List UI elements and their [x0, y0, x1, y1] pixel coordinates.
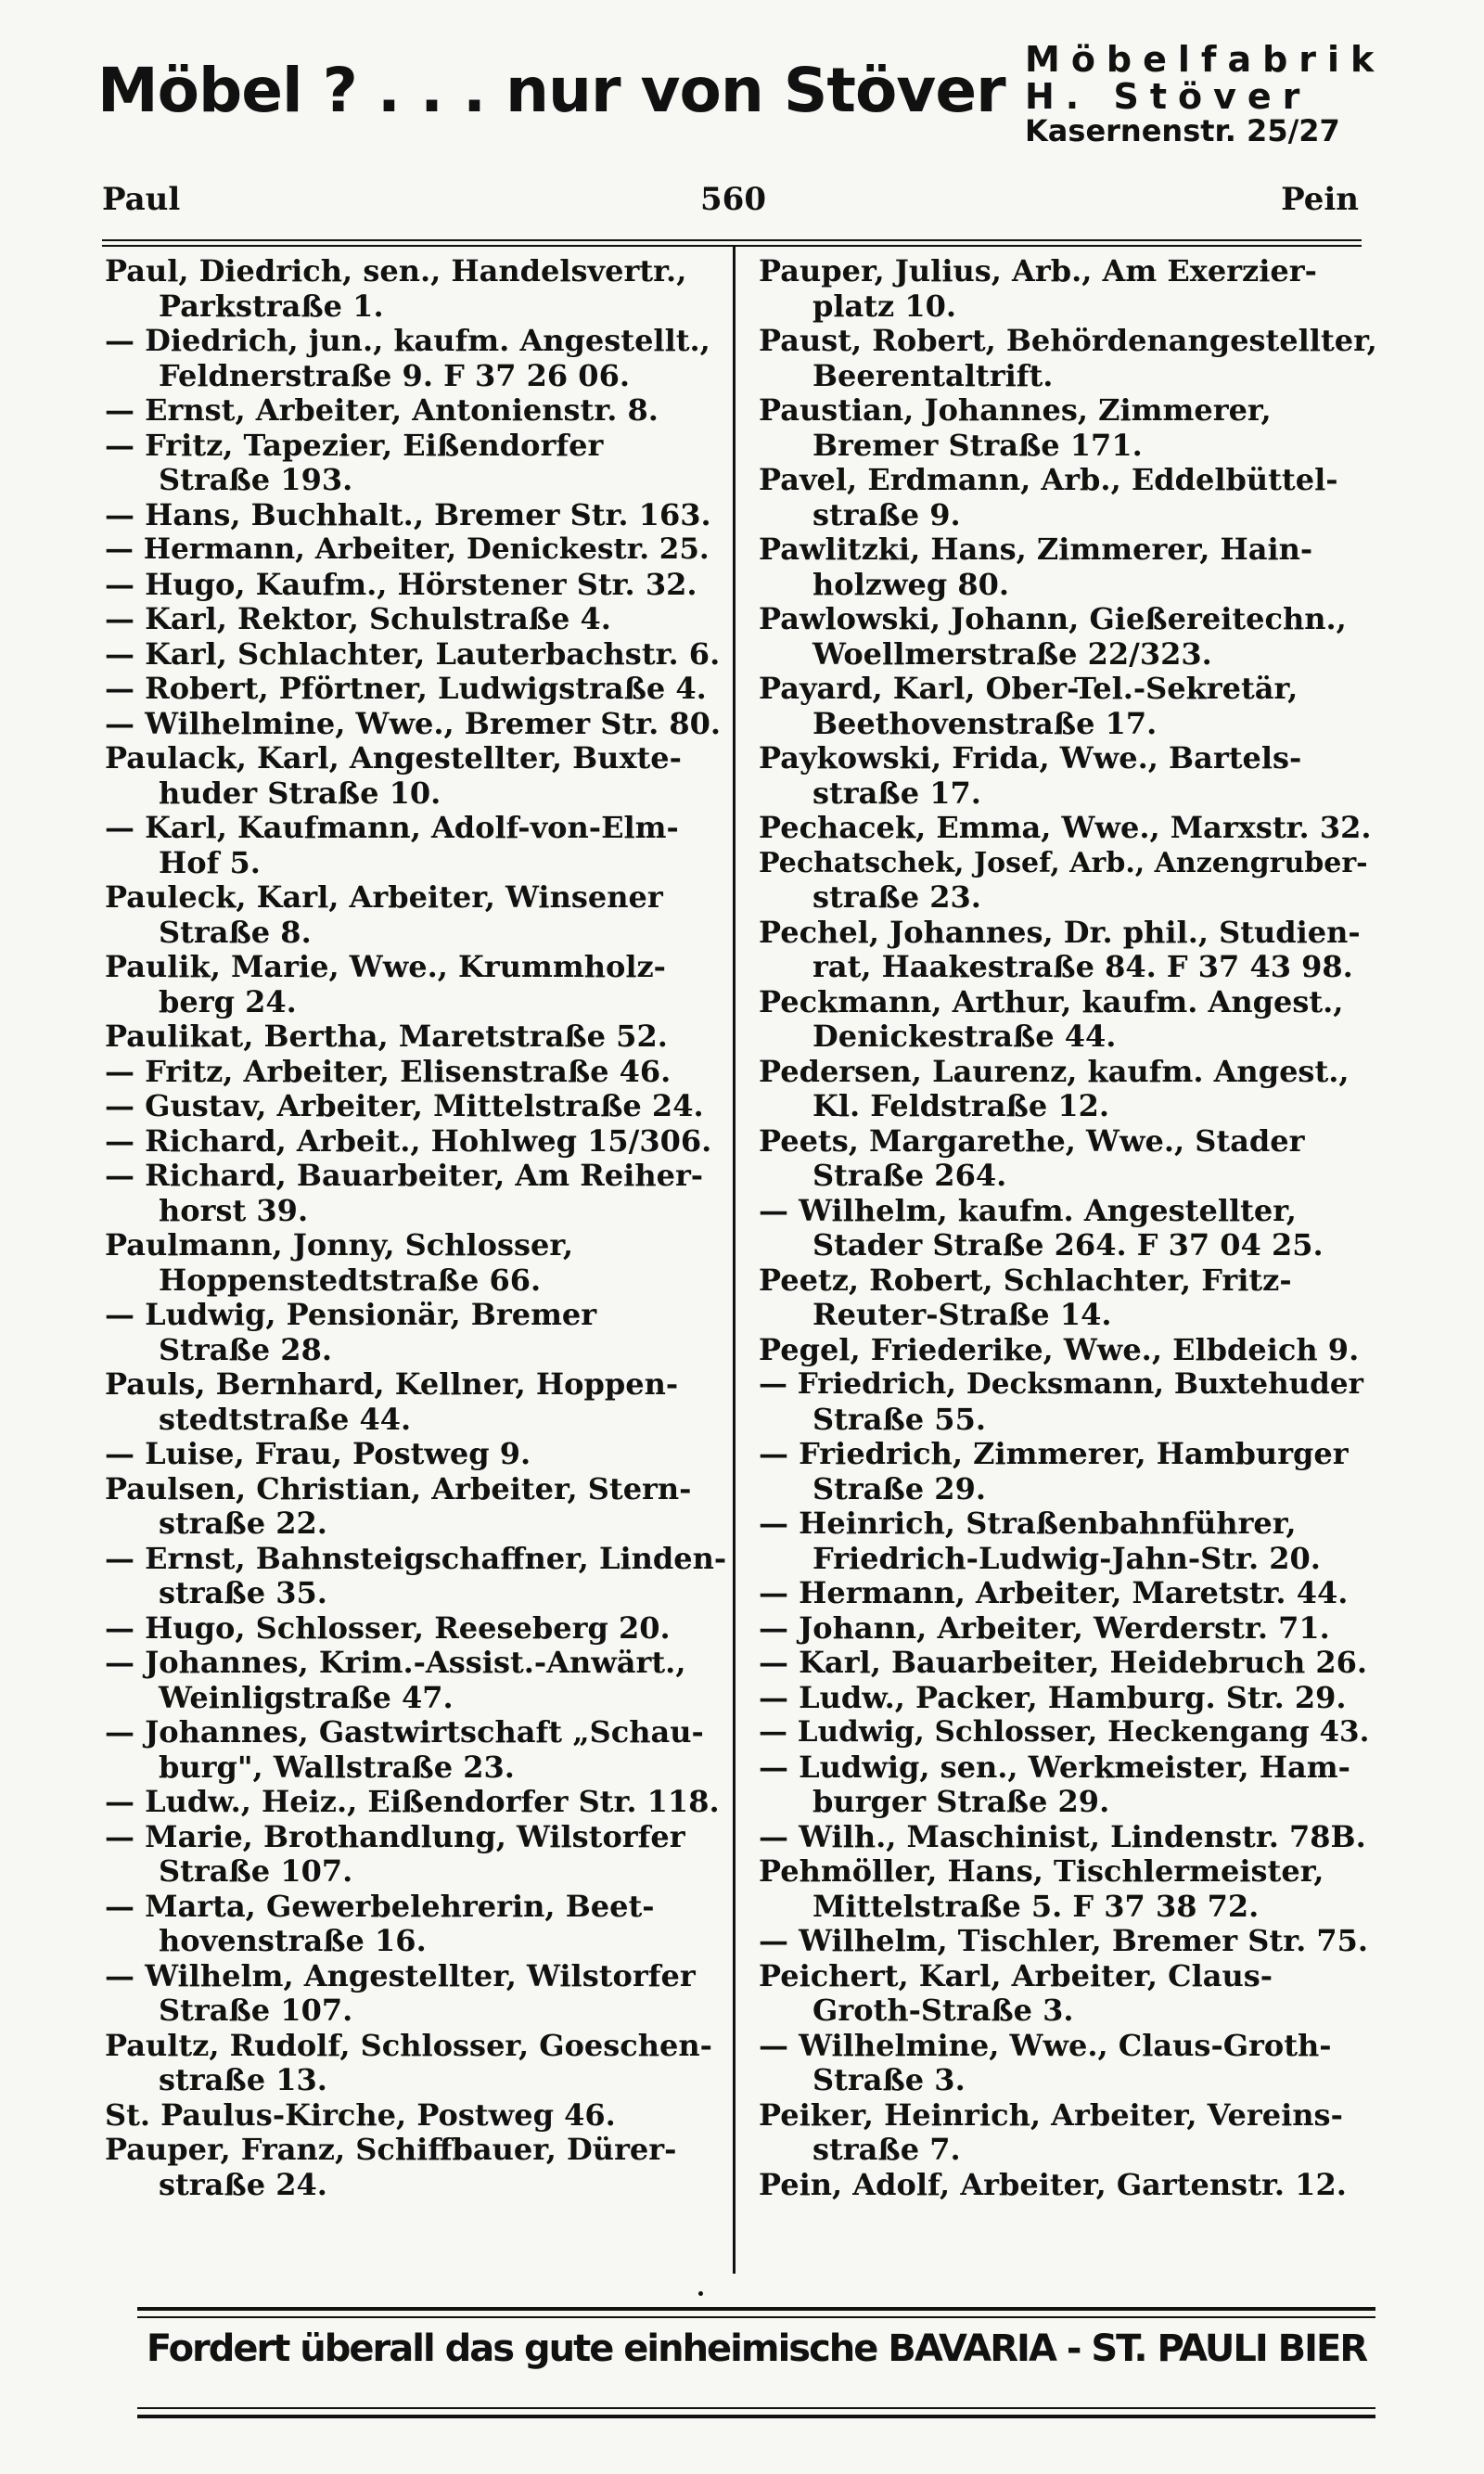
entry-line: — Karl, Kaufmann, Adolf-von-Elm- — [105, 811, 679, 845]
entry-line: — Marie, Brothandlung, Wilstorfer — [105, 1819, 685, 1854]
bottom-advertisement — [137, 2307, 1375, 2418]
entry-continuation-line: Reuter-Straße 14. — [812, 1298, 1112, 1332]
entry-continuation-line: horst 39. — [159, 1193, 309, 1228]
left-column — [105, 254, 728, 2202]
entry-line: — Hugo, Kaufm., Hörstener Str. 32. — [105, 567, 697, 602]
entry-line: Peiker, Heinrich, Arbeiter, Vereins- — [759, 2097, 1343, 2133]
entry-continuation-line: Hoppenstedtstraße 66. — [159, 1263, 542, 1298]
entry-line: Paulmann, Jonny, Schlosser, — [105, 1228, 574, 1263]
entry-line: Pawlitzki, Hans, Zimmerer, Hain- — [759, 532, 1313, 567]
entry-line: — Wilh., Maschinist, Lindenstr. 78B. — [759, 1819, 1366, 1854]
entry-line: — Karl, Rektor, Schulstraße 4. — [105, 602, 611, 636]
entry-continuation-line: rat, Haakestraße 84. F 37 43 98. — [812, 950, 1353, 984]
entry-continuation-line: Feldnerstraße 9. F 37 26 06. — [159, 358, 630, 393]
entry-continuation-line: straße 24. — [159, 2167, 327, 2202]
entry-line: — Friedrich, Decksmann, Buxtehuder — [759, 1367, 1363, 1401]
entry-continuation-line: straße 22. — [159, 1506, 327, 1541]
entry-line: Peetz, Robert, Schlachter, Fritz- — [759, 1263, 1292, 1298]
entry-line: Peichert, Karl, Arbeiter, Claus- — [759, 1958, 1273, 1993]
entry-line: — Johannes, Krim.-Assist.-Anwärt., — [105, 1646, 686, 1680]
ad-company-line: Möbelfabrik — [1025, 39, 1386, 80]
entry-continuation-line: Straße 29. — [812, 1471, 986, 1506]
entry-line: Pechacek, Emma, Wwe., Marxstr. 32. — [759, 811, 1372, 845]
entry-line: — Friedrich, Zimmerer, Hamburger — [759, 1437, 1349, 1471]
entry-continuation-line: hovenstraße 16. — [159, 1924, 427, 1958]
entry-line: Peckmann, Arthur, kaufm. Angest., — [759, 984, 1344, 1019]
entry-line: — Ludwig, Schlosser, Heckengang 43. — [759, 1715, 1370, 1749]
entry-continuation-line: Straße 8. — [159, 915, 312, 950]
entry-continuation-line: Straße 3. — [812, 2063, 966, 2097]
running-head-left: Paul — [102, 181, 181, 218]
entry-continuation-line: Friedrich-Ludwig-Jahn-Str. 20. — [812, 1541, 1321, 1576]
entry-line: Payard, Karl, Ober-Tel.-Sekretär, — [759, 672, 1298, 706]
entry-line: — Wilhelmine, Wwe., Claus-Groth- — [759, 2028, 1332, 2063]
entry-line: — Wilhelm, Tischler, Bremer Str. 75. — [759, 1924, 1369, 1958]
entry-continuation-line: Denickestraße 44. — [812, 1019, 1117, 1054]
entry-continuation-line: Hof 5. — [159, 845, 261, 880]
ad-company-line: H. Stöver — [1025, 75, 1311, 117]
entry-line: — Fritz, Arbeiter, Elisenstraße 46. — [105, 1054, 672, 1089]
entry-continuation-line: burger Straße 29. — [812, 1785, 1110, 1819]
entry-continuation-line: Straße 55. — [812, 1402, 986, 1437]
entry-line: — Wilhelmine, Wwe., Bremer Str. 80. — [105, 706, 722, 741]
entry-continuation-line: Mittelstraße 5. F 37 38 72. — [812, 1889, 1260, 1924]
header-rule — [102, 239, 1362, 247]
entry-line: — Ernst, Bahnsteigschaffner, Linden- — [105, 1541, 727, 1576]
entry-continuation-line: berg 24. — [159, 984, 297, 1019]
ad-company-block — [1025, 39, 1396, 148]
entry-continuation-line: straße 7. — [812, 2133, 961, 2167]
entry-line: Pechel, Johannes, Dr. phil., Studien- — [759, 915, 1361, 950]
entry-continuation-line: Straße 107. — [159, 1854, 353, 1889]
entry-line: Pauleck, Karl, Arbeiter, Winsener — [105, 880, 663, 915]
top-advertisement — [97, 39, 1387, 181]
entry-line: Pegel, Friederike, Wwe., Elbdeich 9. — [759, 1332, 1360, 1367]
entry-continuation-line: straße 13. — [159, 2063, 327, 2097]
entry-line: Paulsen, Christian, Arbeiter, Stern- — [105, 1471, 692, 1506]
entry-line: — Gustav, Arbeiter, Mittelstraße 24. — [105, 1089, 704, 1123]
entry-line: — Richard, Arbeit., Hohlweg 15/306. — [105, 1123, 712, 1159]
entry-continuation-line: stedtstraße 44. — [159, 1402, 412, 1437]
entry-continuation-line: Straße 193. — [159, 463, 353, 497]
ad-bottom-text: Fordert überall das gute einheimische BAVARIA - ST. PAULI BIER — [146, 2327, 1367, 2370]
running-head-right: Pein — [1281, 181, 1359, 218]
entry-line: — Hermann, Arbeiter, Maretstr. 44. — [759, 1576, 1349, 1610]
entry-line: Paulik, Marie, Wwe., Krummholz- — [105, 950, 666, 984]
entry-line: — Fritz, Tapezier, Eißendorfer — [105, 428, 604, 463]
entry-line: — Karl, Schlachter, Lauterbachstr. 6. — [105, 636, 721, 672]
entry-line: Paulikat, Bertha, Maretstraße 52. — [105, 1019, 668, 1054]
entry-line: Pein, Adolf, Arbeiter, Gartenstr. 12. — [759, 2167, 1347, 2202]
entry-continuation-line: Straße 107. — [159, 1993, 353, 2028]
column-divider — [733, 247, 736, 2274]
entry-line: Paust, Robert, Behördenangestellter, — [759, 324, 1377, 358]
entry-line: — Ludw., Heiz., Eißendorfer Str. 118. — [105, 1785, 720, 1819]
entry-continuation-line: Parkstraße 1. — [159, 288, 384, 324]
entry-line: — Diedrich, jun., kaufm. Angestellt., — [105, 324, 710, 358]
entry-continuation-line: straße 17. — [812, 776, 981, 811]
entry-line: — Johann, Arbeiter, Werderstr. 71. — [759, 1610, 1330, 1646]
entry-line: — Hermann, Arbeiter, Denickestr. 25. — [105, 532, 710, 566]
entry-continuation-line: huder Straße 10. — [159, 776, 441, 811]
entry-line: — Luise, Frau, Postweg 9. — [105, 1437, 531, 1471]
entry-continuation-line: Weinligstraße 47. — [159, 1680, 454, 1715]
entry-continuation-line: Kl. Feldstraße 12. — [812, 1089, 1109, 1123]
entry-line: Pavel, Erdmann, Arb., Eddelbüttel- — [759, 463, 1338, 497]
entry-continuation-line: Groth-Straße 3. — [812, 1993, 1074, 2028]
entry-line: — Wilhelm, kaufm. Angestellter, — [759, 1193, 1297, 1228]
entry-line: Paykowski, Frida, Wwe., Bartels- — [759, 741, 1302, 776]
entry-line: — Ludw., Packer, Hamburg. Str. 29. — [759, 1680, 1347, 1715]
entry-line: Pechatschek, Josef, Arb., Anzengruber- — [759, 846, 1368, 879]
entry-continuation-line: straße 23. — [812, 880, 981, 915]
entry-continuation-line: Woellmerstraße 22/323. — [812, 636, 1212, 672]
entry-continuation-line: Straße 264. — [812, 1159, 1007, 1193]
entry-continuation-line: holzweg 80. — [812, 567, 1010, 602]
entry-line: — Karl, Bauarbeiter, Heidebruch 26. — [759, 1646, 1368, 1680]
entry-continuation-line: burg", Wallstraße 23. — [159, 1750, 515, 1785]
entry-line: Pehmöller, Hans, Tischlermeister, — [759, 1854, 1324, 1889]
entry-line: Paustian, Johannes, Zimmerer, — [759, 393, 1272, 428]
entry-line: Pedersen, Laurenz, kaufm. Angest., — [759, 1054, 1350, 1089]
entry-line: — Wilhelm, Angestellter, Wilstorfer — [105, 1958, 696, 1993]
entry-line: Pawlowski, Johann, Gießereitechn., — [759, 602, 1347, 636]
entry-line: — Ludwig, Pensionär, Bremer — [105, 1298, 597, 1332]
entry-line: Pauper, Franz, Schiffbauer, Dürer- — [105, 2133, 677, 2167]
ad-company-line: Kasernenstr. 25/27 — [1025, 112, 1340, 148]
entry-line: — Hugo, Schlosser, Reeseberg 20. — [105, 1610, 671, 1646]
entry-line: Paultz, Rudolf, Schlosser, Goeschen- — [105, 2028, 712, 2063]
running-head — [102, 181, 1359, 227]
entry-continuation-line: straße 35. — [159, 1576, 327, 1610]
entry-continuation-line: Stader Straße 264. F 37 04 25. — [812, 1228, 1324, 1263]
entry-continuation-line: Straße 28. — [159, 1332, 332, 1367]
entry-continuation-line: platz 10. — [812, 288, 957, 324]
entry-line: Peets, Margarethe, Wwe., Stader — [759, 1123, 1305, 1159]
entry-continuation-line: Bremer Straße 171. — [812, 428, 1143, 463]
entry-line: St. Paulus-Kirche, Postweg 46. — [105, 2097, 616, 2133]
entry-line: Pauls, Bernhard, Kellner, Hoppen- — [105, 1367, 679, 1402]
page-number: 560 — [700, 181, 766, 218]
right-column — [759, 254, 1382, 2202]
entry-line: — Ludwig, sen., Werkmeister, Ham- — [759, 1750, 1350, 1785]
entry-continuation-line: straße 9. — [812, 497, 961, 532]
entry-line: — Robert, Pförtner, Ludwigstraße 4. — [105, 672, 707, 706]
entry-line: — Marta, Gewerbelehrerin, Beet- — [105, 1889, 655, 1924]
entry-line: Paulack, Karl, Angestellter, Buxte- — [105, 741, 682, 776]
entry-line: — Hans, Buchhalt., Bremer Str. 163. — [105, 497, 711, 532]
entry-line: — Heinrich, Straßenbahnführer, — [759, 1506, 1297, 1541]
ink-dot — [698, 2291, 703, 2296]
entry-continuation-line: Beerentaltrift. — [812, 358, 1054, 393]
entry-line: Pauper, Julius, Arb., Am Exerzier- — [759, 254, 1317, 288]
entry-continuation-line: Beethovenstraße 17. — [812, 706, 1158, 741]
entry-line: — Johannes, Gastwirtschaft „Schau- — [105, 1715, 704, 1750]
entry-line: Paul, Diedrich, sen., Handelsvertr., — [105, 254, 687, 288]
entry-line: — Richard, Bauarbeiter, Am Reiher- — [105, 1159, 704, 1193]
entry-line: — Ernst, Arbeiter, Antonienstr. 8. — [105, 393, 659, 428]
ad-slogan: Möbel ? . . . nur von Stöver — [97, 55, 1005, 126]
